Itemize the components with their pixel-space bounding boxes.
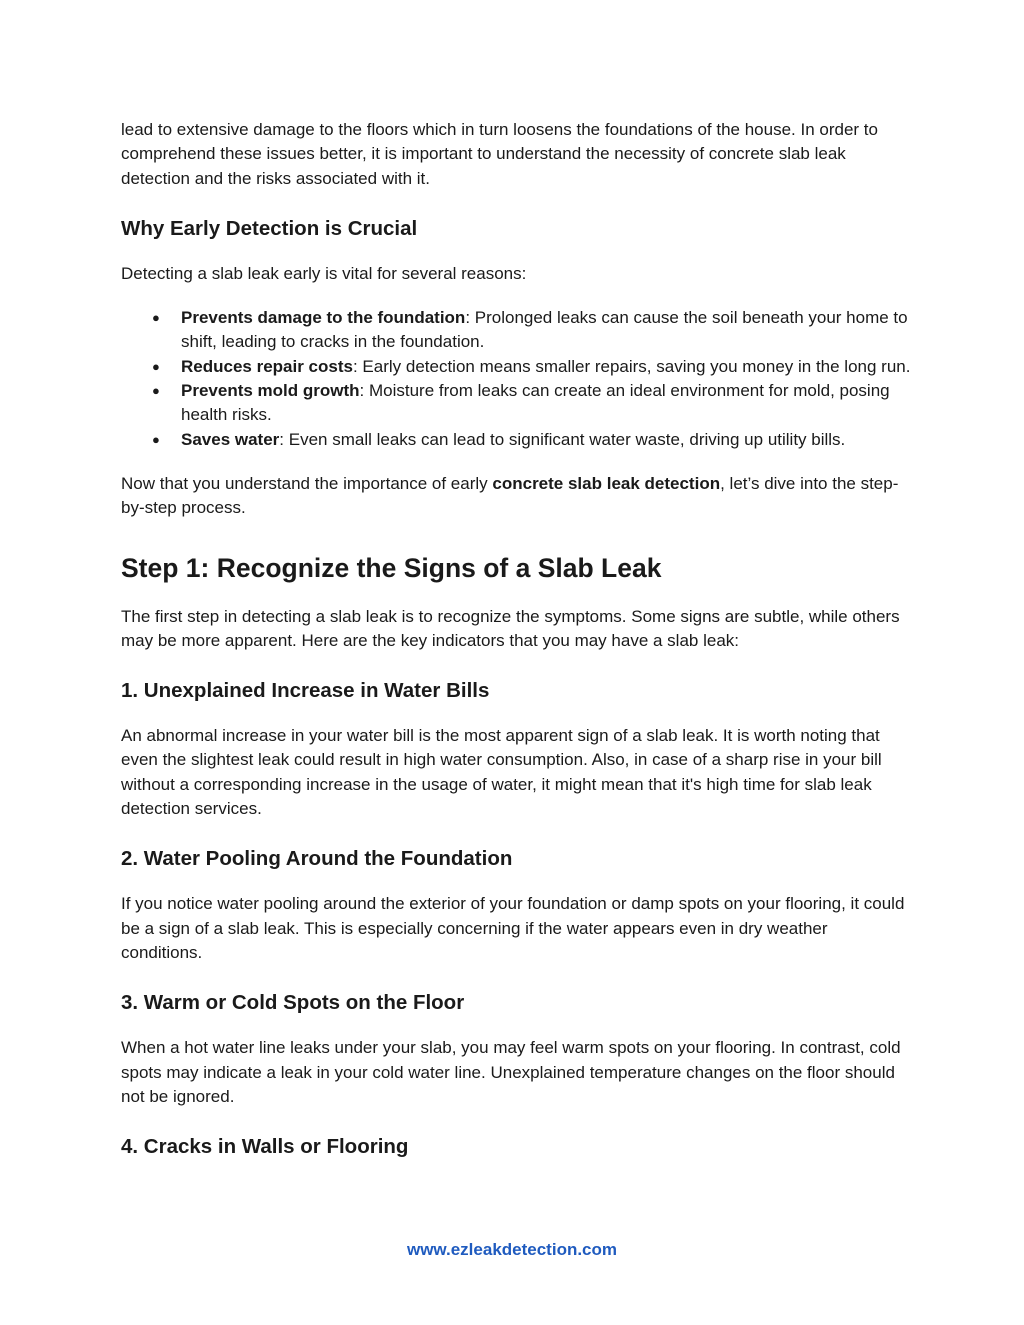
sign-heading-cracks: 4. Cracks in Walls or Flooring	[121, 1135, 409, 1159]
early-detection-conclusion	[121, 472, 911, 521]
footer-website-link[interactable]: www.ezleakdetection.com	[406, 1240, 618, 1259]
step1-heading: Step 1: Recognize the Signs of a Slab Leak	[121, 552, 662, 583]
conclusion-text: Now that you understand the importance of early	[121, 473, 493, 493]
list-item	[121, 355, 911, 379]
sign-text-water-pooling: If you notice water pooling around the exterior of your foundation or damp spots on your flooring, it could be a sign of a slab leak. This is especially concerning if the water appears even in dry weather conditions.	[121, 894, 905, 962]
reason-term: Saves water	[181, 429, 280, 449]
sign-heading-water-bills: 1. Unexplained Increase in Water Bills	[121, 679, 490, 703]
step1-intro: The first step in detecting a slab leak is to recognize the symptoms. Some signs are subtle, while others may be more apparent. Here are the key indicators that you may have a slab leak:	[121, 606, 900, 650]
bullet-icon: ●	[152, 383, 160, 399]
sign-text-water-bills: An abnormal increase in your water bill is the most apparent sign of a slab leak. It is worth noting that even the slightest leak could result in high water consumption. Also, in case of a sharp rise in your bill without a corresponding increase in the usage of water, it might mean that it's high time for slab leak detection services.	[121, 726, 882, 819]
reason-term: Prevents mold growth	[181, 381, 360, 401]
bullet-icon: ●	[152, 358, 160, 374]
intro-paragraph: lead to extensive damage to the floors which in turn loosens the foundations of the house. In order to comprehend these issues better, it is important to understand the necessity of concrete slab leak detection and the risks associated with it.	[121, 120, 878, 188]
bullet-icon: ●	[152, 431, 160, 447]
early-detection-heading: Why Early Detection is Crucial	[121, 216, 418, 240]
reasons-list	[121, 306, 911, 452]
early-detection-lead: Detecting a slab leak early is vital for several reasons:	[121, 263, 527, 283]
list-item	[121, 428, 911, 452]
document-page	[121, 118, 911, 1160]
conclusion-keyword: concrete slab leak detection	[492, 473, 721, 493]
sign-heading-floor-spots: 3. Warm or Cold Spots on the Floor	[121, 991, 465, 1015]
reason-description: : Moisture from leaks can create an ideal environment for mold, posing health risks.	[181, 381, 890, 425]
reason-description: : Even small leaks can lead to significant water waste, driving up utility bills.	[279, 429, 846, 449]
reason-description: : Early detection means smaller repairs, saving you money in the long run.	[352, 356, 911, 376]
conclusion-text: , let’s dive into the step-by-step process.	[121, 473, 899, 518]
reason-term: Reduces repair costs	[181, 356, 353, 376]
list-item	[121, 379, 911, 428]
sign-heading-water-pooling: 2. Water Pooling Around the Foundation	[121, 847, 513, 871]
list-item	[121, 306, 911, 355]
reason-term: Prevents damage to the foundation	[181, 308, 466, 328]
bullet-icon: ●	[152, 310, 160, 326]
sign-text-floor-spots: When a hot water line leaks under your slab, you may feel warm spots on your flooring. In contrast, cold spots may indicate a leak in your cold water line. Unexplained temperature changes on the floor should not be ignored.	[121, 1038, 901, 1106]
reason-description: : Prolonged leaks can cause the soil beneath your home to shift, leading to cracks in the foundation.	[181, 308, 908, 352]
